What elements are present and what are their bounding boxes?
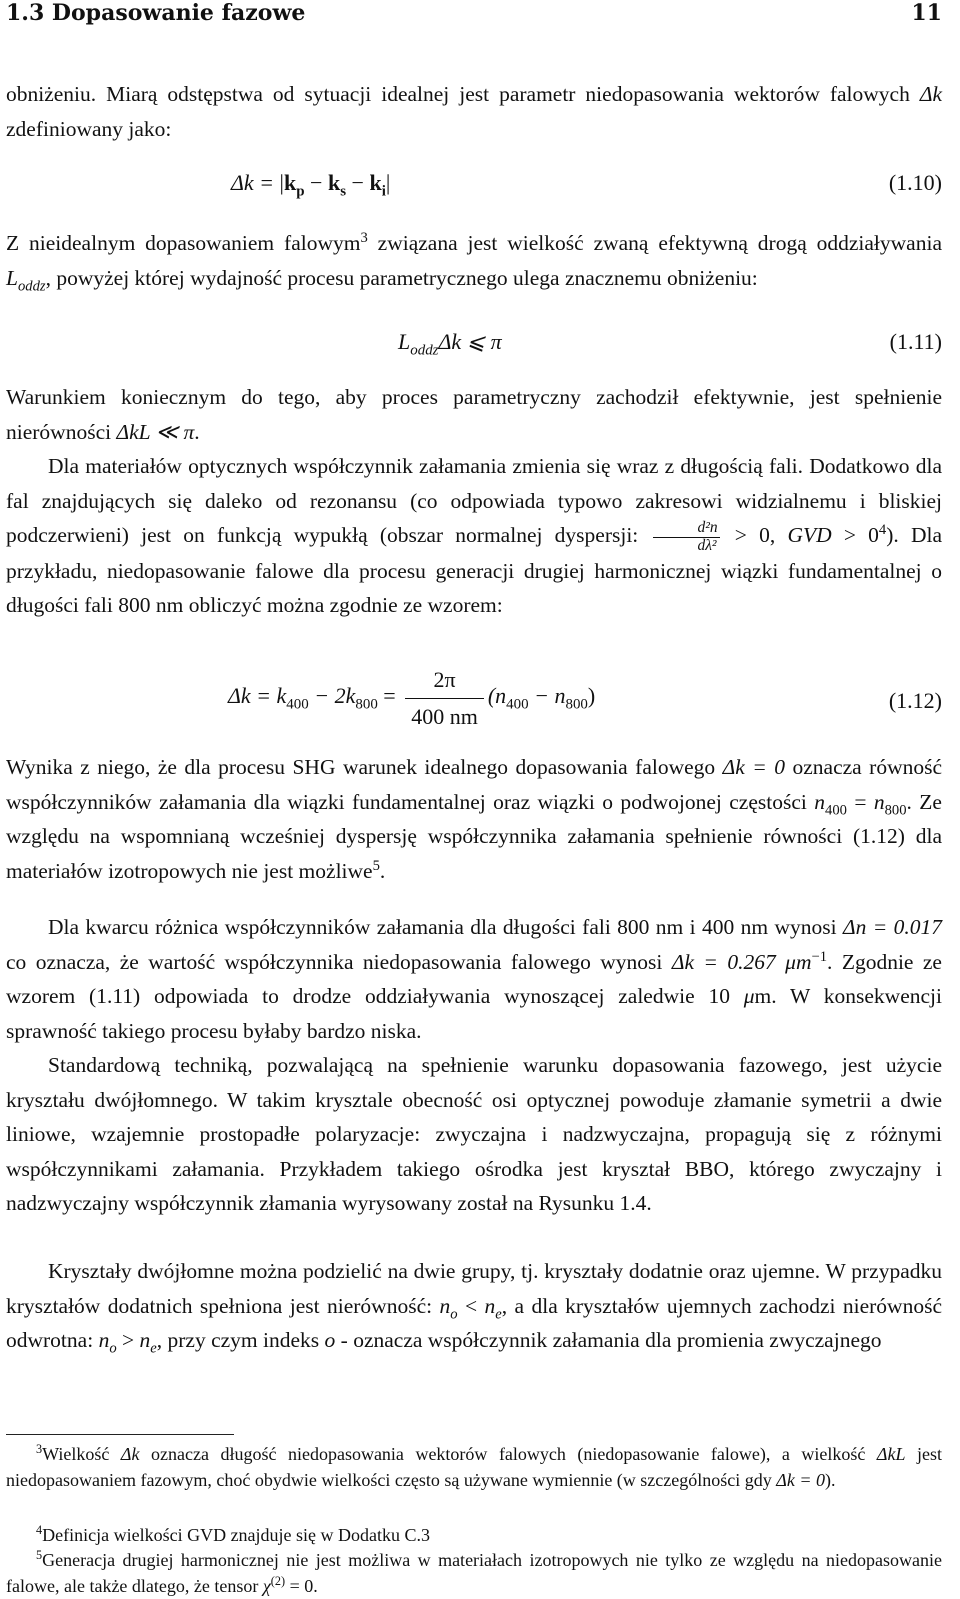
math-superscript: −1 — [811, 948, 828, 965]
math-term: n — [439, 1293, 451, 1318]
math-subscript: i — [381, 183, 386, 200]
paragraph-1 — [6, 77, 942, 146]
footnote-divider — [6, 1434, 234, 1435]
math-operator: > — [116, 1328, 140, 1352]
equation-formula — [231, 170, 391, 200]
math-subscript: p — [296, 183, 305, 200]
math-term: GVD — [787, 523, 832, 547]
paragraph-text: Standardową techniką, pozwalającą na spełnienie warunku dopasowania fazowego, jest użycie kryształu dwójłomnego. W takim krysztale obecność osi optycznej powoduje złamanie symetrii a dwie liniowe, wzajemnie prostopadłe polaryzacje: zwyczajna i nadzwyczajna, propagują się z różnymi współczynnikami załamania. Przykładem takiego ośrodka jest kryształ BBO, którego zwyczajny i nadzwyczajny współczynnik złamania wyrysowany został na Rysunku 1.4. — [6, 1053, 942, 1215]
paragraph-text: m. W konsekwencji sprawność takiego procesu byłaby bardzo niska. — [6, 984, 942, 1043]
math-inline: Δk = 0 — [776, 1470, 825, 1490]
equation-number: (1.10) — [888, 170, 942, 195]
math-inline: Δk — [120, 1444, 140, 1464]
math-operator: = — [377, 683, 402, 709]
math-subscript: o — [450, 1305, 458, 1322]
paragraph-text: ). Dla przykładu, niedopasowanie falowe dla procesu generacji drugiej harmonicznej wiązki fundamentalnej o długości fali 800 nm obliczyć można zgodnie ze wzorem: — [6, 523, 942, 618]
paragraph-text: co oznacza, że wartość współczynnika niedopasowania falowego wynosi — [6, 949, 672, 974]
paragraph-6 — [6, 910, 942, 1048]
paragraph-text: Dla materiałów optycznych współczynnik załamania zmienia się wraz z długością fali. Dodatkowo dla fal znajdujących się daleko od rezonansu (co odpowiada typowo zakresowi widzialnemu i bliskiej podczerwieni) jest on funkcją wypukłą (obszar normalnej dyspersji: — [6, 454, 942, 547]
paragraph-text: związana jest wielkość zwaną efektywną drogą oddziaływania — [367, 231, 942, 255]
math-term: − n — [528, 683, 566, 709]
footnote-number: 5 — [36, 1548, 43, 1562]
math-subscript: 800 — [884, 801, 907, 818]
math-inline: Δk = 0.267 μm — [671, 949, 812, 974]
math-term: L — [6, 265, 18, 290]
paragraph-text: , powyżej której wydajność procesu parametrycznego ulega znacznemu obniżeniu: — [45, 265, 758, 290]
paragraph-text: . Zgodnie ze wzorem (1.11) odpowiada to drodze oddziaływania wynoszącej zaledwie 10 — [6, 949, 942, 1008]
math-operator: − — [304, 170, 328, 195]
equation-number: (1.12) — [888, 688, 942, 713]
math-subscript: 400 — [506, 696, 529, 713]
math-operator: = — [846, 789, 874, 814]
math-subscript: s — [340, 183, 347, 200]
math-subscript: 400 — [286, 696, 309, 713]
footnote-4 — [6, 1522, 942, 1548]
section-title: 1.3 Dopasowanie fazowe — [6, 0, 306, 26]
paragraph-4 — [6, 449, 942, 623]
fraction-numerator: d²n — [653, 520, 719, 537]
equation-number: (1.11) — [889, 329, 942, 354]
paragraph-text: oznacza równość współczynników załamania dla wiązki fundamentalnej oraz wiązki o podwojonej częstości — [6, 755, 943, 814]
math-inline: Δk = 0 — [722, 755, 786, 779]
math-term: χ — [262, 1576, 271, 1596]
footnote-text: Definicja wielkości GVD znajduje się w Dodatku C.3 — [42, 1525, 431, 1545]
math-term: n — [139, 1328, 151, 1352]
footnote-text: ). — [824, 1470, 836, 1490]
footnote-number: 3 — [36, 1442, 43, 1456]
footnote-3 — [6, 1441, 942, 1493]
footnote-marker[interactable]: 3 — [360, 229, 368, 246]
math-term: n — [98, 1328, 110, 1352]
footnote-marker[interactable]: 4 — [878, 521, 887, 538]
equation-formula — [398, 329, 502, 359]
math-term: (n — [487, 683, 507, 709]
math-inline: Δn = 0.017 — [842, 915, 942, 939]
footnote-text: Generacja drugiej harmonicznej nie jest możliwa w materiałach izotropowych nie tylko ze względu na niedopasowanie falowe, ale także dlatego, że tensor — [6, 1550, 942, 1596]
paragraph-8 — [6, 1254, 942, 1358]
math-term: k — [283, 170, 297, 195]
math-fraction — [653, 520, 719, 554]
paragraph-text: obniżeniu. Miarą odstępstwa od sytuacji idealnej jest parametr niedopasowania wektorów falowych — [6, 82, 920, 106]
math-term: L — [398, 329, 411, 354]
math-term: o — [324, 1328, 336, 1352]
math-term: μ — [743, 984, 755, 1008]
math-operator: < — [457, 1293, 485, 1318]
math-subscript: e — [150, 1340, 157, 1357]
equation-1-12 — [6, 666, 942, 746]
abs-bar: | — [385, 170, 391, 195]
math-term: n — [814, 789, 826, 814]
paragraph-text: > 0, — [722, 523, 788, 547]
paragraph-2 — [6, 226, 942, 295]
math-operator: − — [346, 170, 370, 195]
math-subscript: o — [109, 1340, 117, 1357]
math-term: k — [327, 170, 341, 195]
footnote-text: Wielkość — [42, 1444, 121, 1464]
paragraph-7 — [6, 1048, 942, 1221]
math-term: Δk = — [231, 170, 280, 195]
math-term: − 2k — [308, 683, 356, 709]
paragraph-text: , a dla kryształów ujemnych zachodzi nierówność odwrotna: — [6, 1293, 942, 1352]
equation-1-11 — [6, 329, 942, 369]
fraction-numerator: 2π — [405, 666, 484, 699]
equation-1-10 — [6, 170, 942, 210]
paragraph-text: Wynika z niego, że dla procesu SHG warunek idealnego dopasowania falowego — [6, 755, 723, 779]
math-operator: ) — [587, 683, 596, 709]
paragraph-text: Kryształy dwójłomne można podzielić na dwie grupy, tj. kryształy dodatnie oraz ujemne. W przypadku kryształów dodatnich spełniona jest nierówność: — [6, 1259, 942, 1318]
running-header — [6, 0, 942, 32]
math-fraction — [405, 666, 484, 730]
footnote-number: 4 — [36, 1523, 43, 1537]
math-subscript: 800 — [355, 696, 378, 713]
math-subscript: 400 — [825, 801, 847, 818]
paragraph-text: Z nieidealnym dopasowaniem falowym — [6, 231, 361, 255]
paragraph-text: > 0 — [831, 523, 879, 547]
abs-bar: | — [279, 170, 284, 195]
paragraph-text: . — [379, 858, 386, 883]
footnote-5 — [6, 1547, 942, 1599]
paragraph-3 — [6, 380, 942, 449]
paragraph-text: - oznacza współczynnik załamania dla promienia zwyczajnego — [335, 1328, 882, 1352]
paragraph-5 — [6, 750, 942, 888]
footnote-marker[interactable]: 5 — [372, 857, 380, 874]
paragraph-text: , przy czym indeks — [156, 1328, 325, 1352]
fraction-denominator: dλ² — [697, 536, 717, 554]
math-subscript: 800 — [565, 696, 588, 713]
page-number: 11 — [911, 0, 942, 26]
equation-formula — [228, 666, 595, 730]
math-term: Δk = k — [228, 683, 287, 709]
paragraph-text: Warunkiem koniecznym do tego, aby proces parametryczny zachodził efektywnie, jest spełnienie nierówności — [6, 385, 942, 444]
footnote-text: jest niedopasowaniem fazowym, choć obydwie wielkości często są używane wymiennie (w szczególności gdy — [6, 1444, 942, 1490]
paragraph-text: zdefiniowany jako: — [6, 116, 172, 141]
math-term: n — [873, 789, 885, 814]
footnote-text: oznacza długość niedopasowania wektorów falowych (niedopasowanie falowe), a wielkość — [139, 1444, 877, 1464]
paragraph-text: . Ze względu na wspomnianą wcześniej dyspersję współczynnika załamania spełnienie równości (1.12) dla materiałów izotropowych nie jest możliwe — [6, 789, 942, 883]
math-inline: ΔkL ≪ π — [116, 419, 195, 444]
math-subscript: e — [495, 1305, 502, 1322]
math-inline: ΔkL — [876, 1444, 906, 1464]
footnote-text: = 0. — [285, 1576, 318, 1596]
paragraph-text: Dla kwarcu różnica współczynników załamania dla długości fali 800 nm i 400 nm wynosi — [48, 915, 843, 939]
math-subscript: oddz — [410, 342, 439, 359]
fraction-denominator: 400 nm — [411, 703, 478, 729]
math-inline: Δk — [919, 82, 942, 106]
math-term: Δk ⩽ π — [438, 329, 502, 354]
paragraph-text: . — [194, 419, 200, 444]
math-term: n — [484, 1293, 496, 1318]
math-superscript: (2) — [270, 1574, 286, 1588]
math-subscript: oddz — [17, 277, 46, 294]
math-term: k — [369, 170, 382, 195]
